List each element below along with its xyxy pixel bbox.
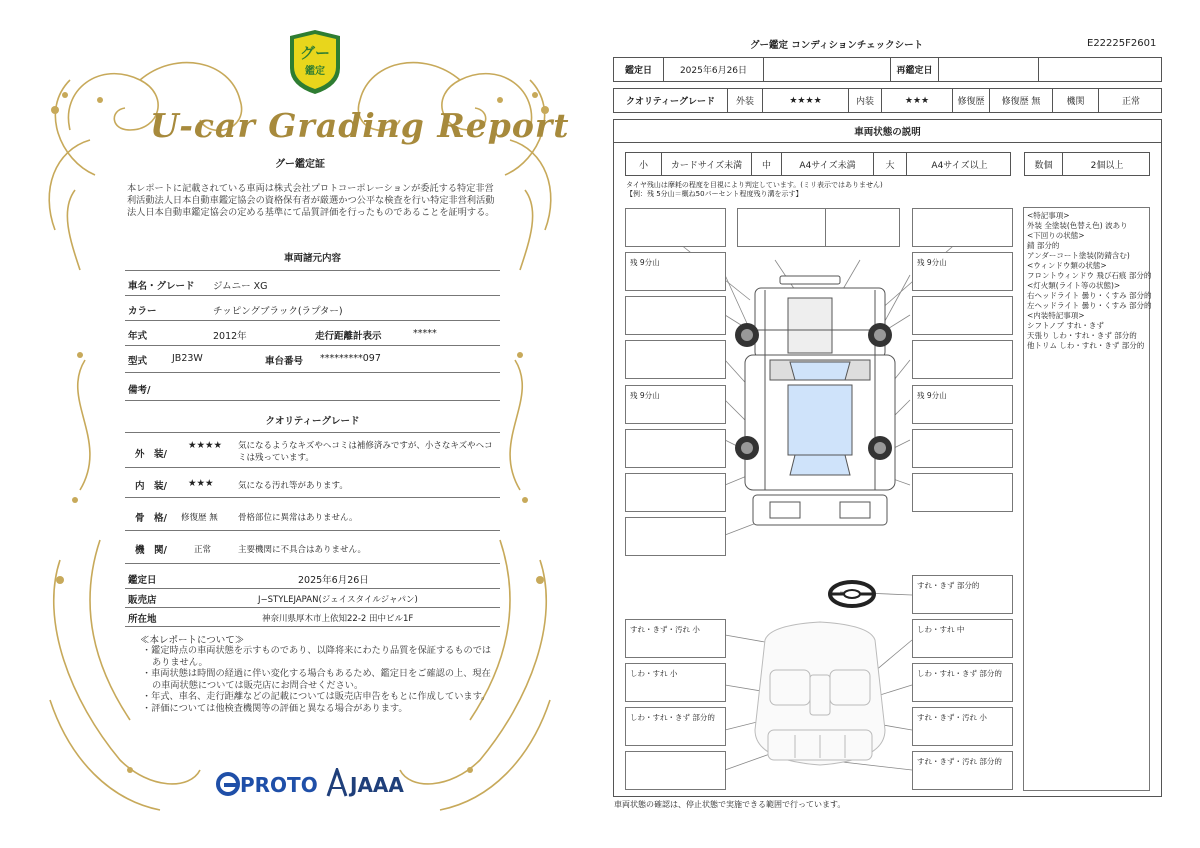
engine-value: 正常 xyxy=(1121,97,1140,107)
exterior-stars: ★★★★ xyxy=(188,440,223,451)
damage-box xyxy=(625,340,726,379)
interior-box-text: すれ・きず・汚れ 小 xyxy=(630,625,700,634)
proto-logo-icon xyxy=(215,771,241,799)
blank-cell xyxy=(764,58,891,81)
divider xyxy=(125,467,500,468)
legend-mid: 中 xyxy=(752,153,782,175)
address-value: 神奈川県厚木市上依知22-2 田中ビル1F xyxy=(262,614,414,624)
divider xyxy=(125,345,500,346)
tire-box-front-right xyxy=(912,252,1013,291)
damage-box xyxy=(625,517,726,556)
legend-large-desc: A4サイズ以上 xyxy=(931,160,988,171)
ext-stars: ★★★★ xyxy=(763,89,849,112)
appraisal-date-value: 2025年6月26日 xyxy=(298,575,369,586)
interior-box xyxy=(912,619,1013,658)
remarks-line: 右ヘッドライト 曇り・くすみ 部分的 xyxy=(1027,291,1152,300)
remarks-line: 錆 部分的 xyxy=(1027,241,1060,250)
remarks-line: <特記事項> xyxy=(1027,211,1070,220)
address-label: 所在地 xyxy=(128,614,157,625)
appraisal-date-label: 鑑定日 xyxy=(128,575,157,586)
note-item: ・鑑定時点の車両状態を示すものであり、以降将来にわたり品質を保証するものではありません。 xyxy=(142,645,492,668)
count-legend xyxy=(1024,152,1150,176)
interior-box xyxy=(625,619,726,658)
damage-box xyxy=(912,429,1013,468)
interior-text: 気になる汚れ等があります。 xyxy=(238,481,348,491)
frame-value: 修復歴 無 xyxy=(181,513,218,523)
interior-box-text: しわ・すれ 小 xyxy=(630,669,678,678)
divider xyxy=(125,295,500,296)
interior-layout xyxy=(755,622,885,765)
color-label: カラー xyxy=(128,306,157,317)
grade-row xyxy=(613,88,1162,113)
damage-box xyxy=(912,208,1013,247)
tire-tread-text: 残 9分山 xyxy=(917,391,947,400)
date-value: 2025年6月26日 xyxy=(664,58,764,81)
divider xyxy=(125,530,500,531)
tire-tread-text: 残 9分山 xyxy=(917,258,947,267)
tire-box-rear-left xyxy=(625,385,726,424)
legend-small: 小 xyxy=(626,153,662,175)
steering-box-text: すれ・きず 部分的 xyxy=(917,581,980,590)
state-heading: 車両状態の説明 xyxy=(613,119,1162,143)
divider xyxy=(125,563,500,564)
shop-value: J−STYLEJAPAN(ジェイスタイルジャパン) xyxy=(258,595,418,605)
steering-wheel-icon xyxy=(830,582,874,606)
sheet-footer: 車両状態の確認は、停止状態で実施できる範囲で行っています。 xyxy=(614,800,846,809)
legend-small-desc: カードサイズ未満 xyxy=(662,153,752,175)
remarks-line: 天張り しわ・すれ・きず 部分的 xyxy=(1027,331,1137,340)
steering-box xyxy=(912,575,1013,614)
divider xyxy=(125,372,500,373)
jaaa-logo-icon xyxy=(326,768,348,798)
interior-box xyxy=(912,707,1013,746)
note-item: ・車両状態は時間の経過に伴い変化する場合もあるため、鑑定日をご確認の上、現在の車両状態については販売店にお問合せください。 xyxy=(142,668,491,691)
divider xyxy=(125,320,500,321)
engine-value: 正常 xyxy=(194,545,212,555)
divider xyxy=(125,270,500,271)
note-item: ・評価については他検査機関等の評価と異なる場合があります。 xyxy=(142,702,408,714)
notes-heading: ≪本レポートについて≫ xyxy=(140,635,245,646)
interior-stars: ★★★ xyxy=(188,478,214,489)
chassis-label: 車台番号 xyxy=(265,356,304,367)
year-value: 2012年 xyxy=(213,331,247,342)
interior-box-text: すれ・きず・汚れ 小 xyxy=(917,713,987,722)
tire-note-example: 【例：残 5分山＝概ね50パーセント程度残り溝を示す】 xyxy=(626,190,803,198)
svg-text:グー: グー xyxy=(299,44,331,62)
jaaa-logo-text: JAAA xyxy=(350,773,404,797)
interior-box xyxy=(912,751,1013,790)
tire-box-rear-right xyxy=(912,385,1013,424)
damage-box xyxy=(625,429,726,468)
int-stars: ★★★ xyxy=(882,89,953,112)
damage-box xyxy=(625,473,726,512)
model-label: 型式 xyxy=(128,356,148,367)
damage-box xyxy=(912,340,1013,379)
tire-tread-text: 残 9分山 xyxy=(630,391,660,400)
divider xyxy=(125,588,500,589)
interior-box-text: しわ・すれ 中 xyxy=(917,625,965,634)
mileage-value: ***** xyxy=(413,328,437,339)
legend-large: 大 xyxy=(874,153,907,175)
chassis-value: *********097 xyxy=(320,353,381,364)
sheet-title: グー鑑定 コンディションチェックシート xyxy=(750,40,924,51)
damage-box xyxy=(912,473,1013,512)
divider xyxy=(125,432,500,433)
legend-count: 数個 xyxy=(1025,153,1063,175)
report-title: U-car Grading Report xyxy=(150,106,570,145)
redate-label: 再鑑定日 xyxy=(891,58,939,81)
car-name-label: 車名・グレード xyxy=(128,281,195,292)
ext-label: 外装 xyxy=(728,89,763,112)
notes-list xyxy=(142,645,498,715)
tire-note: タイヤ残山は摩耗の程度を目視により判定しています。(ミリ表示ではありません) xyxy=(626,181,883,189)
exterior-text: 気になるようなキズやヘコミは補修済みですが、小さなキズやヘコミは残っています。 xyxy=(238,441,493,463)
remarks-label: 備考/ xyxy=(128,385,151,396)
note-item: ・年式、車名、走行距離などの記載については販売店申告をもとに作成しています。 xyxy=(142,691,491,703)
remarks-line: 他トリム しわ・すれ・きず 部分的 xyxy=(1027,341,1145,350)
year-label: 年式 xyxy=(128,331,148,342)
tire-box-front-left xyxy=(625,252,726,291)
model-value: JB23W xyxy=(172,353,203,364)
remarks-line: フロントウィンドウ 飛び石痕 部分的 xyxy=(1027,271,1152,280)
int-label: 内装 xyxy=(849,89,882,112)
remarks-line: <灯火類(ライト等の状態)> xyxy=(1027,281,1121,290)
interior-box xyxy=(625,663,726,702)
remarks-line: アンダーコート塗装(防錆含む) xyxy=(1027,251,1130,260)
color-value: チッピングブラック(ラプター) xyxy=(213,306,343,317)
car-name-value: ジムニー XG xyxy=(213,281,268,292)
remarks-line: 左ヘッドライト 曇り・くすみ 部分的 xyxy=(1027,301,1152,310)
redate-value xyxy=(939,58,1039,81)
remarks-text xyxy=(1027,211,1152,351)
svg-text:鑑定: 鑑定 xyxy=(305,66,325,77)
engine-text: 主要機関に不具合はありません。 xyxy=(238,545,367,555)
legend-count-desc: 2個以上 xyxy=(1090,160,1124,171)
interior-box-text: すれ・きず・汚れ 部分的 xyxy=(917,757,1002,766)
remarks-line: <下回りの状態> xyxy=(1027,231,1085,240)
frame-label: 骨 格/ xyxy=(135,513,167,524)
interior-box xyxy=(912,663,1013,702)
engine-label: 機 関/ xyxy=(135,545,167,556)
interior-box xyxy=(625,707,726,746)
date-row xyxy=(613,57,1162,82)
goo-kantei-badge xyxy=(285,28,345,96)
blank-cell xyxy=(1039,58,1163,81)
divider xyxy=(125,607,500,608)
remarks-line: <内装特記事項> xyxy=(1027,311,1085,320)
grade-label: クオリティーグレード xyxy=(614,89,728,112)
interior-label: 内 装/ xyxy=(135,481,167,492)
repair-label: 修復歴 xyxy=(953,89,990,112)
shop-label: 販売店 xyxy=(128,595,157,606)
damage-box xyxy=(625,296,726,335)
interior-box-text: しわ・すれ・きず 部分的 xyxy=(917,669,1002,678)
exterior-label: 外 装/ xyxy=(135,449,167,460)
damage-box xyxy=(825,208,900,247)
mileage-label: 走行距離計表示 xyxy=(315,331,382,342)
divider xyxy=(125,626,500,627)
divider xyxy=(125,400,500,401)
engine-label: 機関 xyxy=(1053,89,1099,112)
interior-box xyxy=(625,751,726,790)
damage-box xyxy=(625,208,726,247)
remarks-line: 外装 全塗装(色替え色) 波あり xyxy=(1027,221,1128,230)
certificate-title: グー鑑定証 xyxy=(275,159,325,170)
remarks-line: <ウィンドウ類の状態> xyxy=(1027,261,1107,270)
legend-mid-desc: A4サイズ未満 xyxy=(782,153,874,175)
damage-box xyxy=(912,296,1013,335)
repair-value: 修復歴 無 xyxy=(990,89,1053,112)
frame-text: 骨格部位に異常はありません。 xyxy=(238,513,358,523)
size-legend xyxy=(625,152,1011,176)
date-label: 鑑定日 xyxy=(614,58,664,81)
tire-tread-text: 残 9分山 xyxy=(630,258,660,267)
interior-box-text: しわ・すれ・きず 部分的 xyxy=(630,713,715,722)
damage-box xyxy=(737,208,838,247)
proto-logo-text: PROTO xyxy=(240,773,318,797)
sheet-id: E22225F2601 xyxy=(1087,38,1157,49)
certificate-intro: 本レポートに記載されている車両は株式会社プロトコーポレーションが委託する特定非営利活動法人日本自動車鑑定協会の資格保有者が厳選かつ公平な検査を行い特定非営利活動法人日本自動車鑑定協会の定める基準にて品質評価を行ったものであることを証明する。 xyxy=(127,183,495,218)
divider xyxy=(125,497,500,498)
remarks-line: シフトノブ すれ・きず xyxy=(1027,321,1104,330)
quality-heading: クオリティーグレード xyxy=(265,416,360,427)
spec-heading: 車両諸元内容 xyxy=(283,253,341,264)
